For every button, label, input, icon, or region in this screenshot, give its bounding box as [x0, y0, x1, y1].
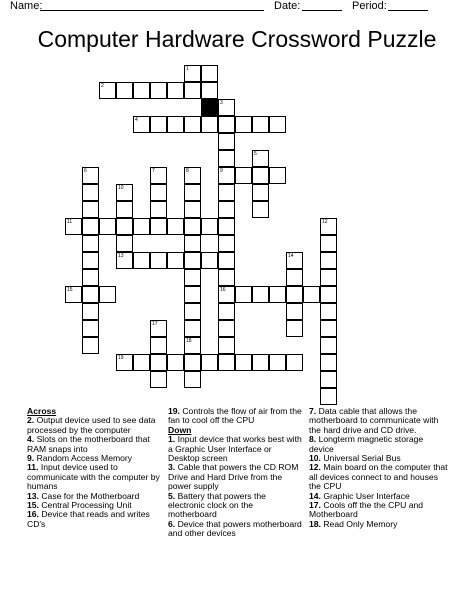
grid-cell[interactable]	[218, 99, 235, 116]
grid-cell[interactable]	[201, 354, 218, 371]
grid-cell[interactable]	[65, 218, 82, 235]
across-heading: Across	[27, 406, 57, 416]
grid-cell[interactable]	[150, 218, 167, 235]
grid-cell[interactable]	[252, 150, 269, 167]
clue-text: Case for the Motherboard	[41, 490, 140, 501]
clue-number-label: 15.	[27, 500, 42, 511]
clue-item	[309, 520, 449, 529]
clue-text: Longterm magnetic storage device	[309, 434, 424, 454]
clue-item	[27, 510, 163, 529]
grid-cell[interactable]	[133, 354, 150, 371]
grid-cell[interactable]	[218, 116, 235, 133]
grid-cell[interactable]	[99, 82, 116, 99]
grid-cell[interactable]	[252, 116, 269, 133]
grid-cell[interactable]	[65, 286, 82, 303]
grid-cell[interactable]	[133, 252, 150, 269]
grid-cell[interactable]	[184, 337, 201, 354]
grid-cell[interactable]	[269, 354, 286, 371]
clue-text: Input device that works best with a Graphic User Interface or Desktop screen	[168, 434, 302, 464]
name-label: Name:	[10, 0, 43, 12]
clue-number-label: 5.	[168, 490, 178, 501]
grid-cell[interactable]	[184, 116, 201, 133]
grid-cell[interactable]	[218, 354, 235, 371]
grid-cell[interactable]	[320, 218, 337, 235]
grid-cell[interactable]	[218, 303, 235, 320]
clue-number: 19	[118, 355, 124, 361]
clue-item	[309, 407, 449, 435]
grid-cell[interactable]	[320, 286, 337, 303]
grid-cell[interactable]	[320, 235, 337, 252]
clue-number: 18	[186, 338, 192, 344]
grid-cell[interactable]	[82, 184, 99, 201]
clue-number-label: 10.	[309, 453, 324, 464]
grid-cell[interactable]	[218, 320, 235, 337]
grid-cell[interactable]	[286, 252, 303, 269]
grid-cell[interactable]	[150, 167, 167, 184]
grid-cell[interactable]	[82, 303, 99, 320]
grid-cell[interactable]	[303, 286, 320, 303]
grid-cell[interactable]	[320, 252, 337, 269]
grid-cell[interactable]	[320, 269, 337, 286]
clue-number: 14	[288, 253, 294, 259]
grid-cell[interactable]	[269, 116, 286, 133]
clue-number: 12	[322, 219, 328, 225]
grid-cell[interactable]	[116, 354, 133, 371]
clue-number: 8	[186, 168, 189, 174]
grid-cell[interactable]	[235, 286, 252, 303]
clue-number: 3	[220, 100, 223, 106]
clue-item	[168, 492, 304, 520]
clue-number-label: 19.	[168, 406, 183, 416]
grid-cell[interactable]	[150, 116, 167, 133]
clue-number: 13	[118, 253, 124, 259]
grid-cell[interactable]	[286, 286, 303, 303]
grid-cell[interactable]	[116, 201, 133, 218]
grid-cell[interactable]	[184, 82, 201, 99]
clue-number-label: 6.	[168, 518, 178, 529]
grid-cell[interactable]	[218, 150, 235, 167]
grid-cell[interactable]	[218, 167, 235, 184]
grid-cell[interactable]	[218, 235, 235, 252]
period-label: Period:	[352, 0, 387, 12]
grid-cell[interactable]	[235, 167, 252, 184]
grid-cell[interactable]	[116, 218, 133, 235]
grid-cell[interactable]	[99, 286, 116, 303]
clue-item	[168, 407, 304, 426]
down-heading: Down	[168, 424, 192, 435]
clue-number-label: 7.	[309, 406, 319, 416]
clue-number-label: 1.	[168, 434, 178, 445]
grid-cell[interactable]	[82, 167, 99, 184]
clue-number: 16	[220, 287, 226, 293]
grid-cell[interactable]	[184, 286, 201, 303]
grid-cell[interactable]	[235, 354, 252, 371]
clue-text: Cable that powers the CD ROM Drive and Hard Drive from the power supply	[168, 462, 299, 492]
grid-cell[interactable]	[167, 252, 184, 269]
clue-number-label: 11.	[27, 462, 41, 473]
grid-cell[interactable]	[133, 82, 150, 99]
clue-item	[27, 435, 163, 454]
grid-cell[interactable]	[235, 116, 252, 133]
clue-number: 6	[84, 168, 87, 174]
clue-number-label: 12.	[309, 462, 324, 473]
clue-number: 2	[101, 83, 104, 89]
grid-cell[interactable]	[320, 354, 337, 371]
grid-cell[interactable]	[116, 82, 133, 99]
clue-number-label: 4.	[27, 434, 37, 445]
clue-item	[168, 520, 304, 539]
grid-cell[interactable]	[150, 354, 167, 371]
grid-cell[interactable]	[150, 252, 167, 269]
grid-cell[interactable]	[320, 320, 337, 337]
grid-cell[interactable]	[218, 201, 235, 218]
clue-number-label: 14.	[309, 490, 324, 501]
clue-number: 4	[135, 117, 138, 123]
grid-cell[interactable]	[99, 218, 116, 235]
clue-text: Slots on the motherboard that RAM snaps into	[27, 434, 150, 454]
clue-text: Battery that powers the electronic clock on the motherboard	[168, 490, 266, 520]
clue-item	[27, 463, 163, 491]
grid-cell[interactable]	[201, 252, 218, 269]
grid-cell[interactable]	[286, 320, 303, 337]
clue-number-label: 17.	[309, 500, 324, 511]
grid-cell[interactable]	[184, 65, 201, 82]
grid-cell[interactable]	[201, 116, 218, 133]
clue-text: Controls the flow of air from the fan to cool off the CPU	[168, 406, 302, 426]
grid-cell[interactable]	[184, 371, 201, 388]
clue-text: Data cable that allows the motherboard to communicate with the hard drive and CD drive.	[309, 406, 439, 435]
grid-cell[interactable]	[252, 184, 269, 201]
grid-cell[interactable]	[252, 354, 269, 371]
clue-number: 11	[67, 219, 73, 225]
clue-item	[168, 463, 304, 491]
clue-number-label: 9.	[27, 453, 37, 464]
grid-cell[interactable]	[201, 65, 218, 82]
clues-column-3	[309, 407, 449, 529]
grid-cell[interactable]	[150, 371, 167, 388]
grid-cell[interactable]	[252, 286, 269, 303]
clue-item	[27, 416, 163, 435]
clue-number-label: 18.	[309, 518, 324, 529]
grid-cell[interactable]	[252, 167, 269, 184]
grid-cell[interactable]	[218, 252, 235, 269]
clue-number-label: 13.	[27, 490, 42, 501]
black-cell	[201, 99, 218, 116]
clue-item	[309, 463, 449, 491]
grid-cell[interactable]	[150, 82, 167, 99]
grid-cell[interactable]	[184, 235, 201, 252]
grid-cell[interactable]	[116, 184, 133, 201]
grid-cell[interactable]	[320, 371, 337, 388]
clue-text: Universal Serial Bus	[323, 453, 401, 464]
date-label: Date:	[274, 0, 301, 12]
grid-cell[interactable]	[218, 286, 235, 303]
grid-cell[interactable]	[150, 337, 167, 354]
grid-cell[interactable]	[184, 201, 201, 218]
clue-text: Random Access Memory	[36, 453, 133, 464]
clue-item	[168, 435, 304, 463]
grid-cell[interactable]	[82, 252, 99, 269]
clues-column-2	[168, 407, 304, 539]
grid-cell[interactable]	[82, 269, 99, 286]
grid-cell[interactable]	[286, 269, 303, 286]
clue-text: Graphic User Interface	[323, 490, 410, 501]
clue-number-label: 16.	[27, 509, 42, 520]
grid-cell[interactable]	[218, 269, 235, 286]
clue-text: Device that powers motherboard and other devices	[168, 518, 302, 539]
grid-cell[interactable]	[201, 218, 218, 235]
clue-text: Central Processing Unit	[41, 500, 132, 511]
grid-cell[interactable]	[150, 320, 167, 337]
grid-cell[interactable]	[184, 252, 201, 269]
clue-number-label: 3.	[168, 462, 178, 473]
clue-number: 15	[67, 287, 73, 293]
grid-cell[interactable]	[82, 218, 99, 235]
grid-cell[interactable]	[82, 235, 99, 252]
grid-cell[interactable]	[167, 218, 184, 235]
grid-cell[interactable]	[116, 252, 133, 269]
page-title: Computer Hardware Crossword Puzzle	[37, 26, 437, 52]
clue-item	[309, 501, 449, 520]
grid-cell[interactable]	[320, 303, 337, 320]
clue-text: Output device used to see data processed by the computer	[27, 415, 156, 435]
clue-text: Input device used to communicate with the computer by humans	[27, 462, 160, 492]
grid-cell[interactable]	[184, 354, 201, 371]
grid-cell[interactable]	[133, 116, 150, 133]
clue-number: 7	[152, 168, 155, 174]
grid-cell[interactable]	[150, 201, 167, 218]
grid-cell[interactable]	[184, 303, 201, 320]
grid-cell[interactable]	[82, 337, 99, 354]
clue-text: Cools off the the CPU and Motherboard	[309, 500, 424, 520]
grid-cell[interactable]	[218, 184, 235, 201]
grid-cell[interactable]	[184, 167, 201, 184]
grid-cell[interactable]	[286, 303, 303, 320]
grid-cell[interactable]	[167, 116, 184, 133]
grid-cell[interactable]	[320, 337, 337, 354]
clue-number-label: 8.	[309, 434, 319, 445]
grid-cell[interactable]	[184, 184, 201, 201]
clue-number-label: 2.	[27, 415, 37, 426]
clue-text: Read Only Memory	[323, 518, 398, 529]
grid-cell[interactable]	[218, 337, 235, 354]
grid-cell[interactable]	[184, 320, 201, 337]
clue-number: 10	[118, 185, 124, 191]
clue-item	[309, 435, 449, 454]
clue-number: 5	[254, 151, 257, 157]
grid-cell[interactable]	[218, 218, 235, 235]
grid-cell[interactable]	[82, 201, 99, 218]
grid-cell[interactable]	[184, 269, 201, 286]
grid-cell[interactable]	[201, 82, 218, 99]
grid-cell[interactable]	[116, 235, 133, 252]
clues-column-1	[27, 407, 163, 529]
grid-cell[interactable]	[218, 133, 235, 150]
grid-cell[interactable]	[252, 201, 269, 218]
grid-cell[interactable]	[269, 167, 286, 184]
grid-cell[interactable]	[150, 184, 167, 201]
clue-text: Device that reads and writes CD's	[27, 509, 150, 529]
clue-number: 9	[220, 168, 223, 174]
clue-number: 17	[152, 321, 158, 327]
grid-cell[interactable]	[286, 354, 303, 371]
grid-cell[interactable]	[269, 286, 286, 303]
clue-number: 1	[186, 66, 189, 72]
grid-cell[interactable]	[184, 218, 201, 235]
grid-cell[interactable]	[320, 388, 337, 405]
grid-cell[interactable]	[82, 320, 99, 337]
grid-cell[interactable]	[167, 82, 184, 99]
grid-cell[interactable]	[167, 354, 184, 371]
grid-cell[interactable]	[82, 286, 99, 303]
grid-cell[interactable]	[133, 218, 150, 235]
clue-text: Main board on the computer that all devices connect to and houses the CPU	[309, 462, 448, 492]
